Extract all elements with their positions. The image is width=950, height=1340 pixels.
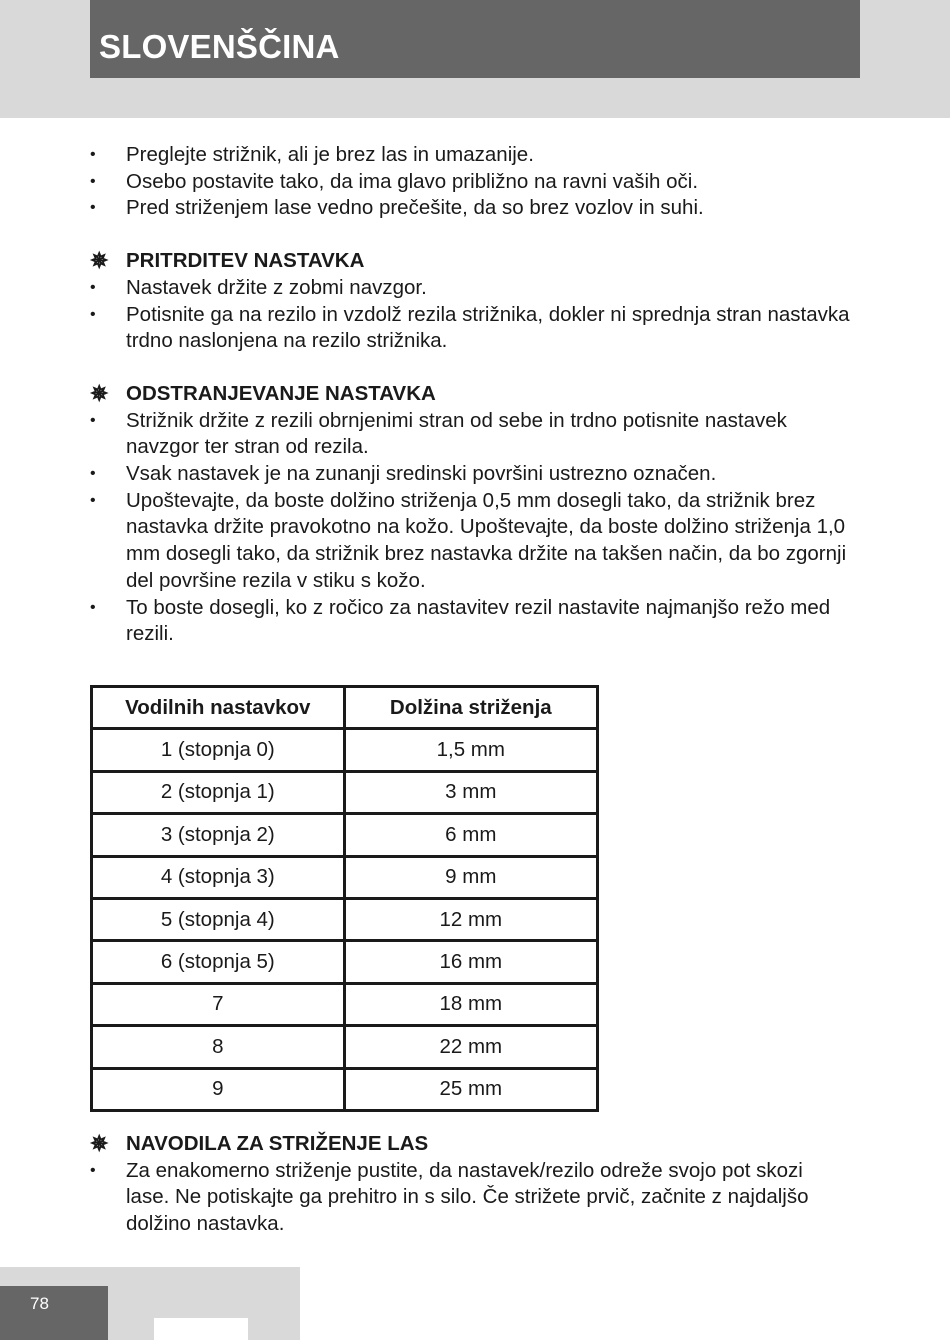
page-number-box [0, 1286, 108, 1340]
language-title-bar [90, 0, 860, 78]
bullet-dot-icon: • [90, 491, 96, 509]
table-row [92, 856, 598, 898]
table-cell: 12 mm [344, 898, 597, 940]
table-row [92, 814, 598, 856]
table-cell: 5 (stopnja 4) [92, 898, 345, 940]
list-item: • Za enakomerno striženje pustite, da nastavek/rezilo odreže svojo pot skozi lase. Ne potiskajte ga prehitro in s silo. Če strižete prvič, začnite z najdaljšo dolžino nastavka. [90, 1158, 809, 1236]
footer-decoration [154, 1318, 248, 1340]
list-item: • Preglejte strižnik, ali je brez las in umazanije. [90, 142, 850, 169]
bullet-dot-icon: • [90, 598, 96, 616]
table-cell: 22 mm [344, 1026, 597, 1068]
main-content [90, 142, 850, 648]
bullet-dot-icon: • [90, 172, 96, 190]
table-cell: 8 [92, 1026, 345, 1068]
page-number: 78 [30, 1294, 49, 1313]
column-header-attachment: Vodilnih nastavkov [92, 687, 345, 729]
table-row [92, 941, 598, 983]
bullet-dot-icon: • [90, 465, 96, 483]
bullet-dot-icon: • [90, 411, 96, 429]
bullet-dot-icon: • [90, 305, 96, 323]
bullet-dot-icon: • [90, 278, 96, 296]
table-cell: 6 (stopnja 5) [92, 941, 345, 983]
table-cell: 1,5 mm [344, 729, 597, 771]
table-cell: 3 (stopnja 2) [92, 814, 345, 856]
table-cell: 25 mm [344, 1068, 597, 1110]
table-row [92, 983, 598, 1025]
bullet-dot-icon: • [90, 199, 96, 217]
list-item: • Potisnite ga na rezilo in vzdolž rezila strižnika, dokler ni sprednja stran nastavka trdno naslonjena na rezilo strižnika. [90, 302, 850, 353]
star-burst-icon: ✵ [90, 1131, 109, 1156]
section-heading: ✵ NAVODILA ZA STRIŽENJE LAS [90, 1131, 429, 1156]
list-item: • Upoštevajte, da boste dolžino striženja 0,5 mm dosegli tako, da strižnik brez nastavka držite pravokotno na kožo. Upoštevajte, da boste dolžino striženja 1,0 mm dosegli tako, da strižnik brez nastavka držite na takšen način, da bo zgornji del površine rezila v stiku s kožo. [90, 488, 847, 592]
bullet-dot-icon: • [90, 146, 96, 163]
star-burst-icon: ✵ [90, 248, 109, 274]
table-header-row [92, 687, 598, 729]
table-cell: 9 [92, 1068, 345, 1110]
table-cell: 4 (stopnja 3) [92, 856, 345, 898]
section-heading: ✵ PRITRDITEV NASTAVKA [90, 248, 365, 274]
table-cell: 6 mm [344, 814, 597, 856]
table-cell: 1 (stopnja 0) [92, 729, 345, 771]
column-header-length: Dolžina striženja [344, 687, 597, 729]
star-burst-icon: ✵ [90, 380, 109, 406]
list-item: • Nastavek držite z zobmi navzgor. [90, 275, 850, 302]
attachment-length-table [90, 685, 599, 1112]
bullet-dot-icon: • [90, 1161, 96, 1179]
table-cell: 18 mm [344, 983, 597, 1025]
table-row [92, 771, 598, 813]
table-row [92, 1026, 598, 1068]
table-cell: 9 mm [344, 856, 597, 898]
table-row [92, 898, 598, 940]
table-cell: 16 mm [344, 941, 597, 983]
list-item: • To boste dosegli, ko z ročico za nastavitev rezil nastavite najmanjšo režo med rezili. [90, 595, 831, 646]
table-cell: 7 [92, 983, 345, 1025]
list-item: • Vsak nastavek je na zunanji sredinski površini ustrezno označen. [90, 461, 850, 488]
section-heading: ✵ ODSTRANJEVANJE NASTAVKA [90, 380, 436, 406]
cutting-guide-section [90, 1131, 850, 1238]
page-title: SLOVENŠČINA [99, 28, 340, 65]
list-item: • Pred striženjem lase vedno prečešite, da so brez vozlov in suhi. [90, 195, 850, 222]
table-cell: 2 (stopnja 1) [92, 771, 345, 813]
table-row [92, 729, 598, 771]
table-row [92, 1068, 598, 1110]
table-cell: 3 mm [344, 771, 597, 813]
list-item: • Osebo postavite tako, da ima glavo približno na ravni vaših oči. [90, 169, 850, 196]
list-item: • Strižnik držite z rezili obrnjenimi stran od sebe in trdno potisnite nastavek navzgor ter stran od rezila. [90, 408, 787, 459]
